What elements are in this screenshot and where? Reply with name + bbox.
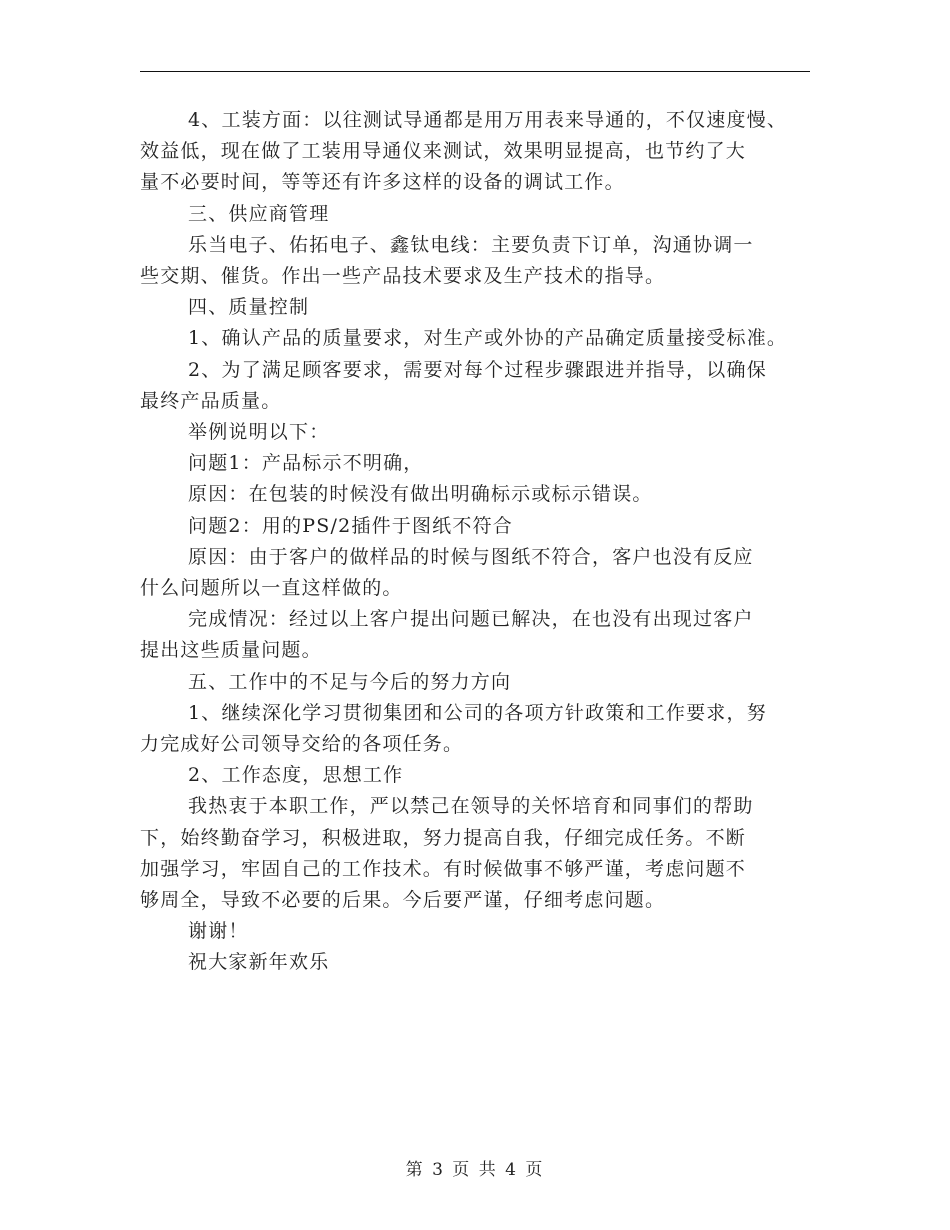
text-line: 2、工作态度，思想工作: [188, 764, 404, 787]
text-line: 力完成好公司领导交给的各项任务。: [140, 733, 464, 756]
text-line: 1、确认产品的质量要求，对生产或外协的产品确定质量接受标准。: [188, 327, 788, 350]
text-line: 1、继续深化学习贯彻集团和公司的各项方针政策和工作要求，努: [188, 701, 767, 724]
document-body: [140, 105, 812, 979]
text-line: 举例说明以下：: [188, 421, 330, 444]
text-line: 完成情况：经过以上客户提出问题已解决，在也没有出现过客户: [188, 608, 754, 631]
text-line: 五、工作中的不足与今后的努力方向: [188, 670, 512, 693]
text-line: 祝大家新年欢乐: [188, 951, 330, 974]
text-line: 些交期、催货。作出一些产品技术要求及生产技术的指导。: [140, 265, 666, 288]
text-line: 2、为了满足顾客要求，需要对每个过程步骤跟进并指导，以确保: [188, 358, 767, 381]
text-line: 原因：在包装的时候没有做出明确标示或标示错误。: [188, 483, 653, 506]
text-line: 下，始终勤奋学习，积极进取，努力提高自我，仔细完成任务。不断: [140, 826, 747, 849]
text-line: 加强学习，牢固自己的工作技术。有时候做事不够严谨，考虑问题不: [140, 857, 747, 880]
text-line: 谢谢！: [188, 920, 249, 943]
text-line: 三、供应商管理: [188, 202, 330, 225]
text-line: 4、工装方面：以往测试导通都是用万用表来导通的，不仅速度慢、: [188, 109, 788, 131]
text-line: 乐当电子、佑拓电子、鑫钛电线：主要负责下订单，沟通协调一: [188, 233, 754, 256]
text-line: 四、质量控制: [188, 296, 310, 319]
text-line: 我热衷于本职工作，严以禁己在领导的关怀培育和同事们的帮助: [188, 795, 754, 818]
text-line: 原因：由于客户的做样品的时候与图纸不符合，客户也没有反应: [188, 545, 754, 568]
page-footer: 第 3 页 共 4 页: [405, 1160, 545, 1180]
text-line: 什么问题所以一直这样做的。: [140, 577, 403, 600]
text-line: 问题1：产品标示不明确，: [188, 452, 424, 475]
text-line: 够周全，导致不必要的后果。今后要严谨，仔细考虑问题。: [140, 889, 666, 912]
text-line: 效益低，现在做了工装用导通仪来测试，效果明显提高，也节约了大: [140, 140, 747, 163]
text-line: 提出这些质量问题。: [140, 639, 322, 662]
text-line: 最终产品质量。: [140, 389, 282, 412]
text-line: 问题2：用的PS/2插件于图纸不符合: [188, 514, 513, 537]
header-rule: [140, 71, 810, 72]
text-line: 量不必要时间，等等还有许多这样的设备的调试工作。: [140, 171, 625, 194]
